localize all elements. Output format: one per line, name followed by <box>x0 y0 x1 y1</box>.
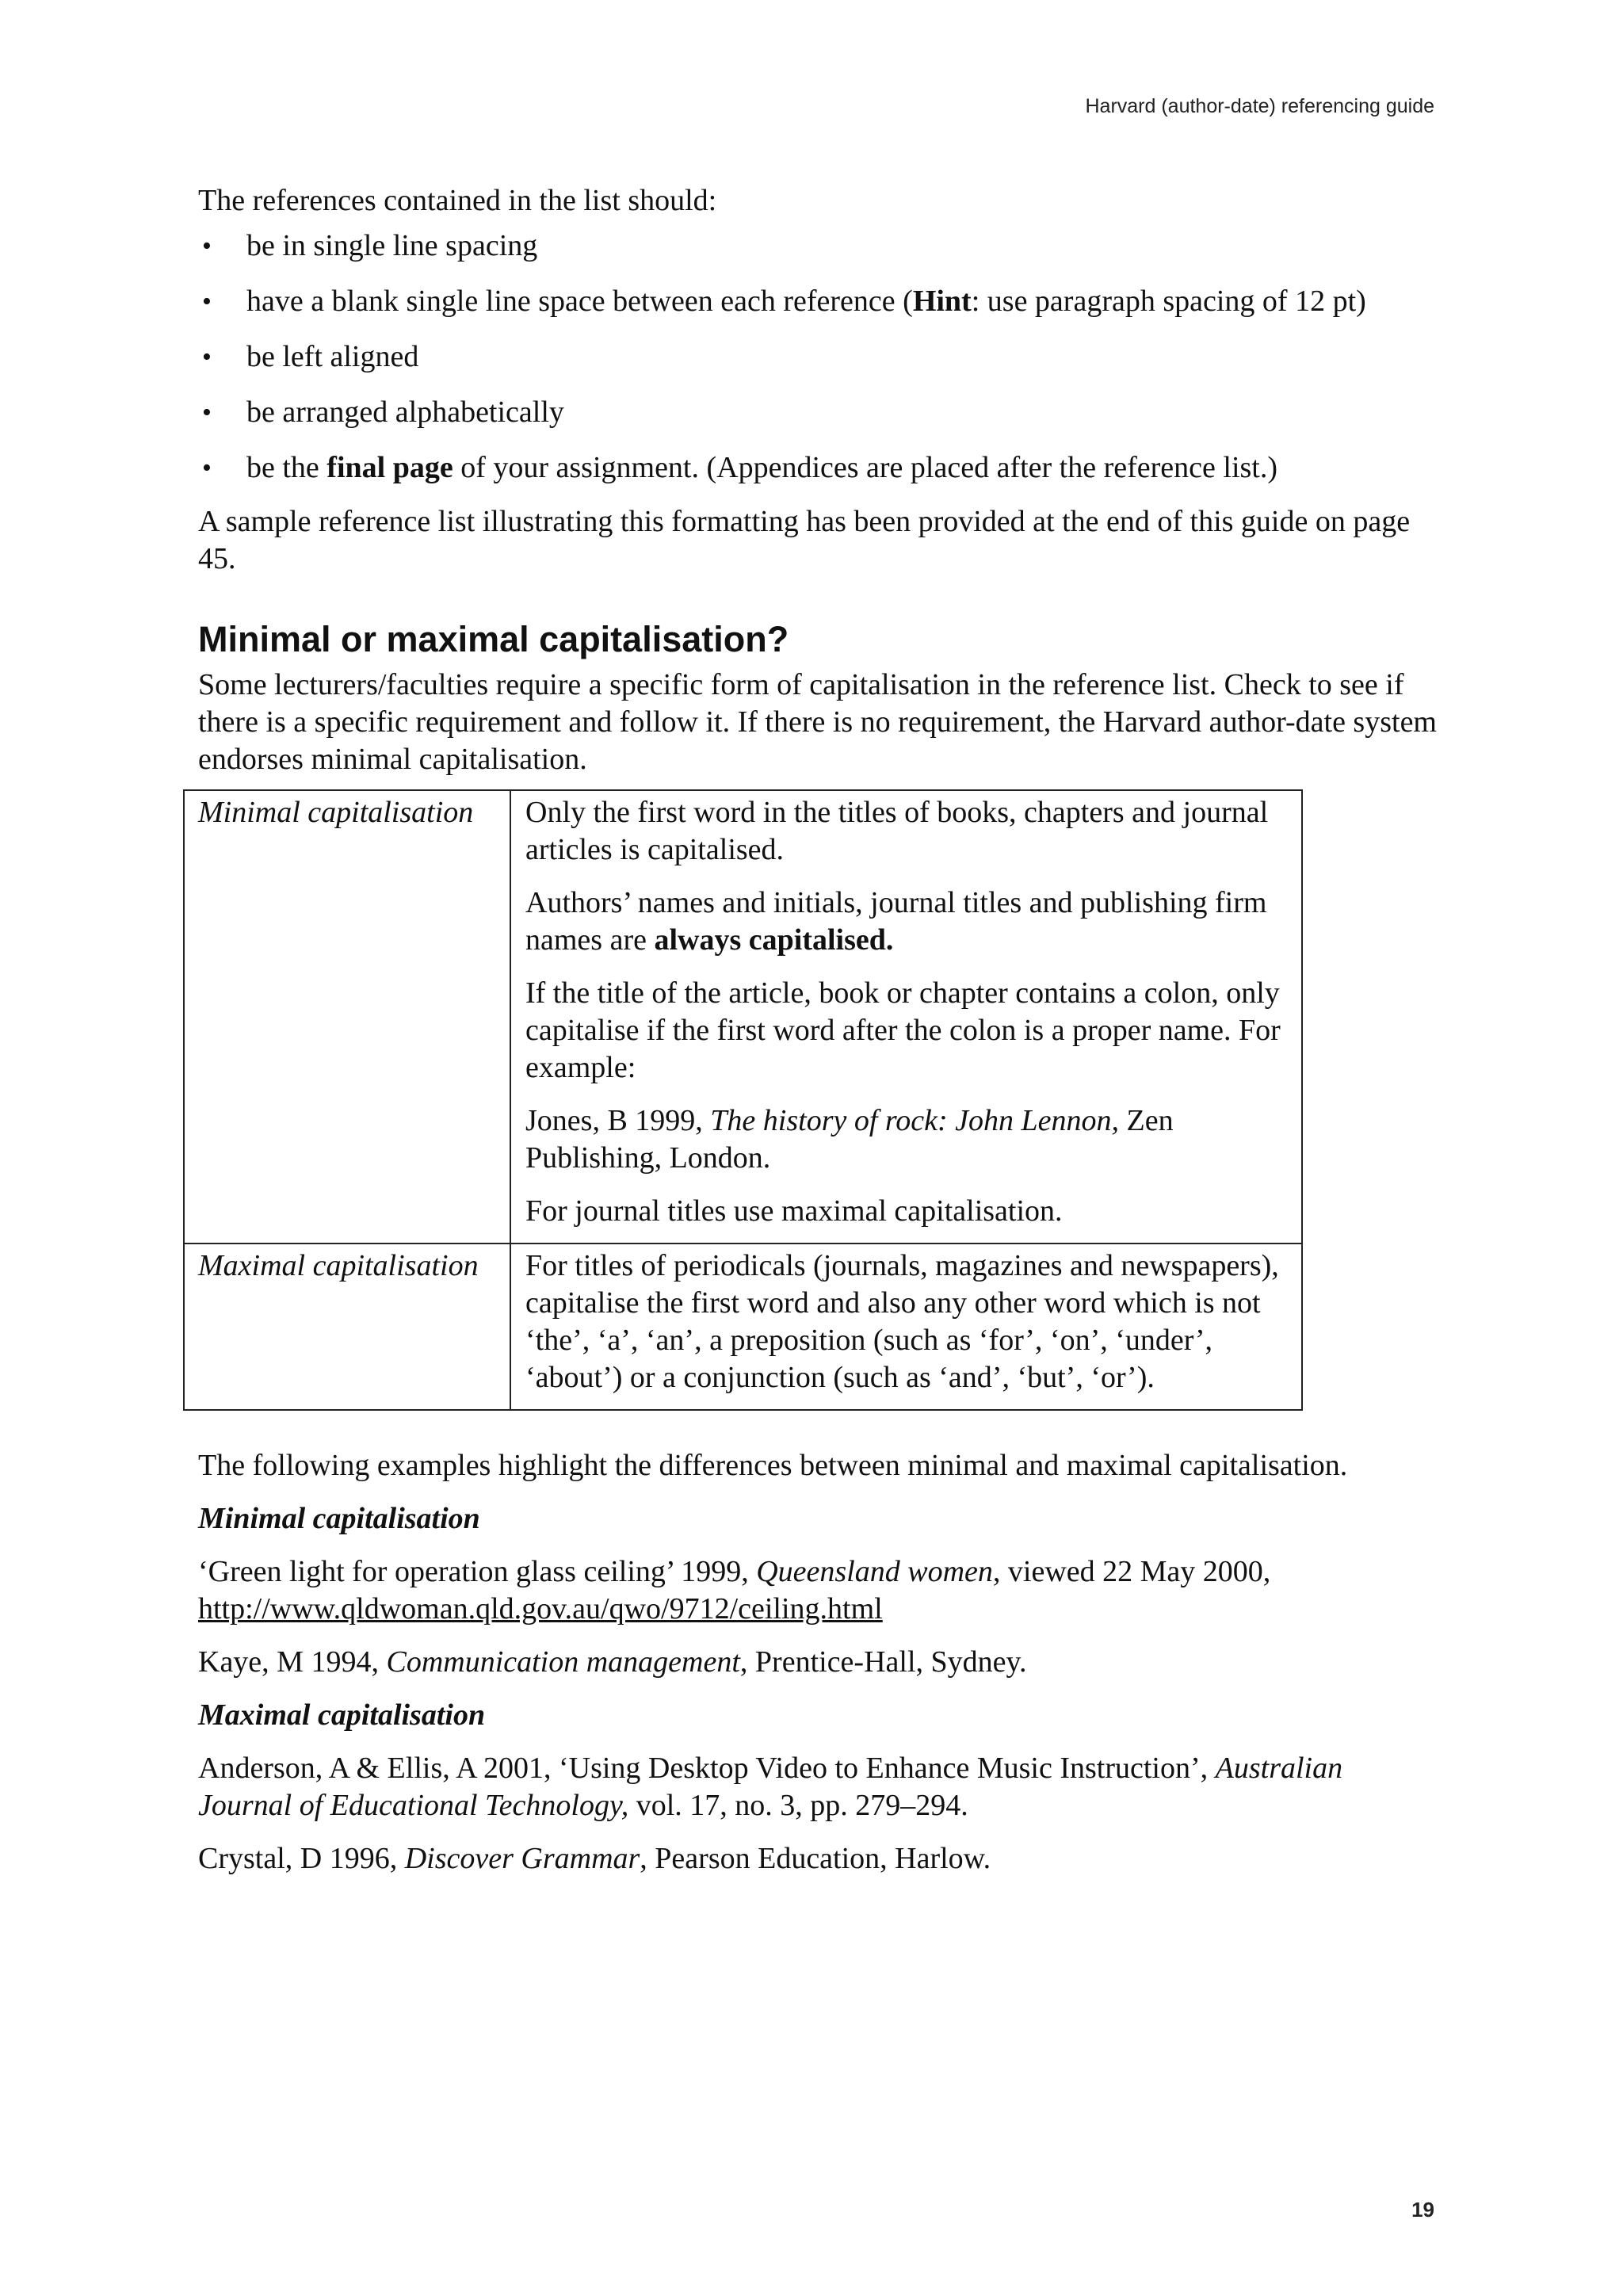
table-paragraph: Only the first word in the titles of books, chapters and journal articles is capitalised. <box>525 796 1269 866</box>
bullet-icon: • <box>202 398 212 427</box>
table-text: Jones, B 1999, <box>525 1104 711 1137</box>
capitalisation-table <box>183 789 1303 1411</box>
reference-text: vol. 17, no. 3, pp. 279–294. <box>628 1789 968 1822</box>
section-paragraph: Some lecturers/faculties require a specific form of capitalisation in the reference list. Check to see if there is a specific requirement and follow it. If there is no requirement, the Harvard author-date system endorses minimal capitalisation. <box>198 668 1437 776</box>
page-number: 19 <box>1411 2198 1434 2222</box>
table-paragraph: For titles of periodicals (journals, magazines and newspapers), capitalise the first word and also any other word which is not ‘the’, ‘a’, ‘an’, a preposition (such as ‘for’, ‘on’, ‘under’, ‘about’) or a conjunction (such as ‘and’, ‘but’, ‘or’). <box>525 1249 1279 1394</box>
table-paragraph: For journal titles use maximal capitalisation. <box>525 1194 1063 1228</box>
table-term-minimal: Minimal capitalisation <box>184 790 510 1244</box>
final-page-emphasis: final page <box>327 451 453 484</box>
reference-title: Discover Grammar <box>404 1842 640 1875</box>
table-text: Zen Publishing, London. <box>525 1104 1174 1175</box>
sample-list-note: A sample reference list illustrating this formatting has been provided at the end of this guide on page 45. <box>198 505 1411 575</box>
table-row <box>184 790 1302 1244</box>
table-desc-minimal <box>510 790 1302 1244</box>
table-desc-maximal <box>510 1244 1302 1410</box>
reference-title: Queensland women <box>756 1555 993 1588</box>
table-paragraph <box>525 884 1287 959</box>
rule-left-aligned: be left aligned <box>246 340 419 373</box>
table-example-reference <box>525 1102 1287 1177</box>
list-item <box>198 338 1442 376</box>
example-title: The history of rock: John Lennon, <box>710 1104 1120 1137</box>
reference-title: Communication management <box>386 1645 740 1679</box>
always-capitalised-emphasis: always capitalised. <box>654 923 894 957</box>
reference-entry <box>198 1644 1442 1681</box>
hint-label: Hint <box>912 285 972 318</box>
reference-text: , Pearson Education, Harlow. <box>640 1842 991 1875</box>
reference-entry <box>198 1750 1442 1824</box>
bullet-icon: • <box>202 287 212 316</box>
minimal-example-heading: Minimal capitalisation <box>198 1502 480 1535</box>
reference-text: , Prentice-Hall, Sydney. <box>739 1645 1027 1679</box>
reference-entry <box>198 1840 1442 1878</box>
reference-text: Anderson, A & Ellis, A 2001, ‘Using Desktop Video to Enhance Music Instruction’, <box>198 1752 1216 1785</box>
reference-text: Kaye, M 1994, <box>198 1645 387 1679</box>
reference-text: ‘Green light for operation glass ceiling’ 1999, <box>198 1555 757 1588</box>
section-heading: Minimal or maximal capitalisation? <box>198 619 789 659</box>
rule-alphabetical: be arranged alphabetically <box>246 395 564 429</box>
table-term-maximal: Maximal capitalisation <box>184 1244 510 1410</box>
formatting-rules-list <box>198 227 1442 487</box>
table-paragraph: If the title of the article, book or chapter contains a colon, only capitalise if the first word after the colon is a proper name. For example: <box>525 976 1281 1084</box>
running-header: Harvard (author-date) referencing guide <box>1085 95 1434 117</box>
rule-single-spacing: be in single line spacing <box>246 229 538 262</box>
table-row <box>184 1244 1302 1410</box>
rule-final-page-note: of your assignment. (Appendices are placed after the reference list.) <box>453 451 1278 484</box>
rule-blank-line-hint: : use paragraph spacing of 12 pt) <box>971 285 1366 318</box>
examples-intro: The following examples highlight the differences between minimal and maximal capitalisation. <box>198 1449 1348 1482</box>
bullet-icon: • <box>202 453 212 483</box>
list-item <box>198 283 1442 320</box>
reference-text: Crystal, D 1996, <box>198 1842 405 1875</box>
reference-title: Australian Journal of Educational Technology, <box>198 1752 1343 1822</box>
table-text: Authors’ names and initials, journal titles and publishing firm names are <box>525 886 1267 957</box>
reference-entry <box>198 1553 1442 1628</box>
intro-lead: The references contained in the list should: <box>198 184 717 217</box>
maximal-example-heading: Maximal capitalisation <box>198 1698 486 1732</box>
list-item <box>198 394 1442 431</box>
rule-blank-line-text: have a blank single line space between each reference ( <box>246 285 913 318</box>
page-content <box>198 182 1442 1893</box>
list-item <box>198 227 1442 265</box>
reference-url-link[interactable]: http://www.qldwoman.qld.gov.au/qwo/9712/ceiling.html <box>198 1592 883 1626</box>
rule-final-page-text: be the <box>246 451 327 484</box>
reference-text: , viewed 22 May 2000, <box>992 1555 1271 1588</box>
bullet-icon: • <box>202 342 212 372</box>
list-item <box>198 449 1442 487</box>
bullet-icon: • <box>202 231 212 261</box>
